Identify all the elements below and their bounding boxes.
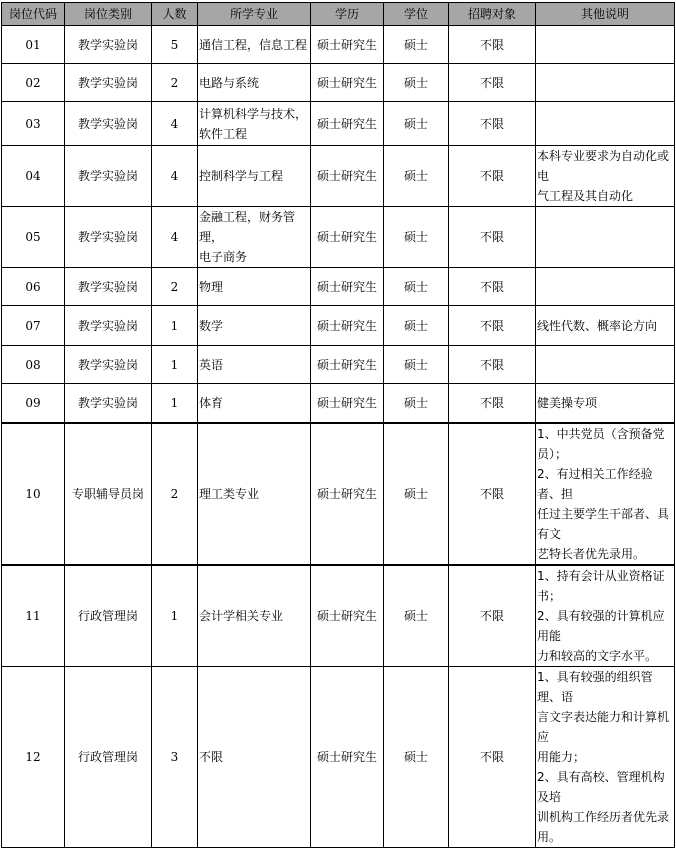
cell-count: 1 <box>152 565 198 667</box>
cell-category: 专职辅导员岗 <box>65 423 152 565</box>
cell-major: 会计学相关专业 <box>198 565 311 667</box>
cell-major: 电路与系统 <box>198 64 311 102</box>
cell-degree: 硕士 <box>384 666 449 847</box>
cell-code: 08 <box>2 346 65 384</box>
cell-degree: 硕士 <box>384 268 449 306</box>
table-row <box>2 26 675 64</box>
cell-education: 硕士研究生 <box>311 565 384 667</box>
cell-notes: 1、中共党员（含预备党员）； 2、有过相关工作经验者、担 任过主要学生干部者、具有文 艺特长者优先录用。 <box>536 423 675 565</box>
cell-code: 10 <box>2 423 65 565</box>
cell-degree: 硕士 <box>384 423 449 565</box>
cell-category: 教学实验岗 <box>65 26 152 64</box>
header-target: 招聘对象 <box>449 3 536 26</box>
cell-code: 04 <box>2 146 65 207</box>
cell-education: 硕士研究生 <box>311 346 384 384</box>
cell-target: 不限 <box>449 207 536 268</box>
cell-category: 教学实验岗 <box>65 306 152 346</box>
cell-notes <box>536 102 675 146</box>
header-row <box>2 3 675 26</box>
cell-code: 06 <box>2 268 65 306</box>
cell-notes <box>536 268 675 306</box>
cell-category: 教学实验岗 <box>65 64 152 102</box>
cell-degree: 硕士 <box>384 146 449 207</box>
cell-count: 2 <box>152 423 198 565</box>
recruitment-table <box>1 2 675 848</box>
cell-target: 不限 <box>449 102 536 146</box>
cell-count: 5 <box>152 26 198 64</box>
cell-notes: 1、具有较强的组织管理、语 言文字表达能力和计算机应 用能力； 2、具有高校、管理机构及培 训机构工作经历者优先录用。 <box>536 666 675 847</box>
cell-education: 硕士研究生 <box>311 384 384 423</box>
cell-notes: 1、持有会计从业资格证书； 2、具有较强的计算机应用能 力和较高的文字水平。 <box>536 565 675 667</box>
cell-degree: 硕士 <box>384 565 449 667</box>
cell-notes <box>536 64 675 102</box>
cell-degree: 硕士 <box>384 346 449 384</box>
cell-count: 3 <box>152 666 198 847</box>
cell-count: 2 <box>152 64 198 102</box>
cell-degree: 硕士 <box>384 207 449 268</box>
table-row <box>2 64 675 102</box>
cell-category: 行政管理岗 <box>65 666 152 847</box>
cell-notes: 健美操专项 <box>536 384 675 423</box>
cell-category: 教学实验岗 <box>65 146 152 207</box>
cell-notes <box>536 26 675 64</box>
cell-education: 硕士研究生 <box>311 102 384 146</box>
cell-notes: 本科专业要求为自动化或电 气工程及其自动化 <box>536 146 675 207</box>
table-row <box>2 306 675 346</box>
cell-target: 不限 <box>449 306 536 346</box>
cell-major: 控制科学与工程 <box>198 146 311 207</box>
header-code: 岗位代码 <box>2 3 65 26</box>
cell-education: 硕士研究生 <box>311 207 384 268</box>
table-row <box>2 207 675 268</box>
cell-education: 硕士研究生 <box>311 26 384 64</box>
cell-code: 07 <box>2 306 65 346</box>
cell-notes <box>536 207 675 268</box>
cell-major: 通信工程，信息工程 <box>198 26 311 64</box>
cell-code: 12 <box>2 666 65 847</box>
table-row <box>2 102 675 146</box>
cell-count: 4 <box>152 207 198 268</box>
cell-code: 03 <box>2 102 65 146</box>
cell-category: 教学实验岗 <box>65 268 152 306</box>
cell-degree: 硕士 <box>384 64 449 102</box>
header-notes: 其他说明 <box>536 3 675 26</box>
cell-degree: 硕士 <box>384 306 449 346</box>
cell-target: 不限 <box>449 146 536 207</box>
header-count: 人数 <box>152 3 198 26</box>
cell-target: 不限 <box>449 26 536 64</box>
cell-category: 教学实验岗 <box>65 207 152 268</box>
cell-notes <box>536 346 675 384</box>
table-row <box>2 666 675 847</box>
cell-category: 教学实验岗 <box>65 384 152 423</box>
cell-count: 2 <box>152 268 198 306</box>
cell-education: 硕士研究生 <box>311 666 384 847</box>
table-row <box>2 268 675 306</box>
table-row <box>2 423 675 565</box>
cell-education: 硕士研究生 <box>311 64 384 102</box>
table-row <box>2 384 675 423</box>
cell-category: 教学实验岗 <box>65 102 152 146</box>
cell-target: 不限 <box>449 268 536 306</box>
cell-education: 硕士研究生 <box>311 146 384 207</box>
cell-code: 05 <box>2 207 65 268</box>
cell-degree: 硕士 <box>384 384 449 423</box>
cell-major: 体育 <box>198 384 311 423</box>
cell-major: 不限 <box>198 666 311 847</box>
cell-major: 英语 <box>198 346 311 384</box>
cell-code: 09 <box>2 384 65 423</box>
header-education: 学历 <box>311 3 384 26</box>
header-degree: 学位 <box>384 3 449 26</box>
table-row <box>2 346 675 384</box>
cell-education: 硕士研究生 <box>311 423 384 565</box>
cell-notes: 线性代数、概率论方向 <box>536 306 675 346</box>
cell-category: 行政管理岗 <box>65 565 152 667</box>
cell-major: 数学 <box>198 306 311 346</box>
cell-major: 物理 <box>198 268 311 306</box>
cell-target: 不限 <box>449 384 536 423</box>
cell-target: 不限 <box>449 666 536 847</box>
header-major: 所学专业 <box>198 3 311 26</box>
cell-education: 硕士研究生 <box>311 268 384 306</box>
table-row <box>2 146 675 207</box>
cell-count: 1 <box>152 346 198 384</box>
cell-code: 11 <box>2 565 65 667</box>
cell-target: 不限 <box>449 64 536 102</box>
cell-code: 02 <box>2 64 65 102</box>
cell-target: 不限 <box>449 565 536 667</box>
cell-count: 1 <box>152 306 198 346</box>
cell-major: 理工类专业 <box>198 423 311 565</box>
cell-education: 硕士研究生 <box>311 306 384 346</box>
cell-count: 1 <box>152 384 198 423</box>
cell-major: 计算机科学与技术， 软件工程 <box>198 102 311 146</box>
cell-code: 01 <box>2 26 65 64</box>
cell-target: 不限 <box>449 346 536 384</box>
cell-major: 金融工程，财务管理， 电子商务 <box>198 207 311 268</box>
cell-degree: 硕士 <box>384 102 449 146</box>
table-row <box>2 565 675 667</box>
header-category: 岗位类别 <box>65 3 152 26</box>
cell-category: 教学实验岗 <box>65 346 152 384</box>
cell-count: 4 <box>152 102 198 146</box>
cell-degree: 硕士 <box>384 26 449 64</box>
cell-count: 4 <box>152 146 198 207</box>
cell-target: 不限 <box>449 423 536 565</box>
